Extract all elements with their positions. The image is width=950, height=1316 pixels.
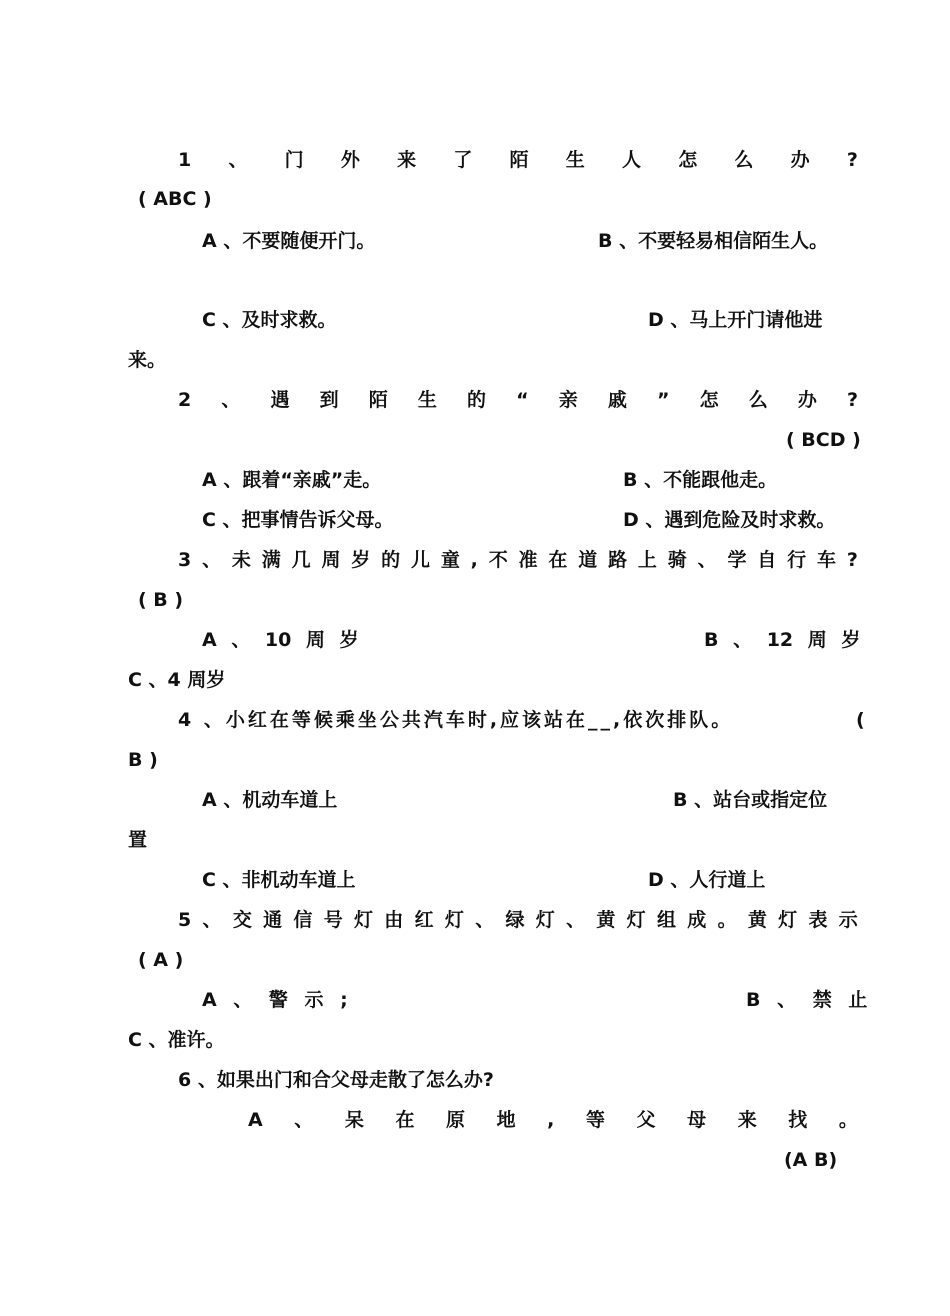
text-token: 2: [178, 389, 192, 411]
text-token: 成: [687, 909, 707, 931]
text-token: 亲: [558, 389, 578, 411]
text-token: 的: [381, 549, 401, 571]
text-token: 组: [656, 909, 676, 931]
text-token: ,: [547, 1109, 555, 1131]
text-token: 在: [395, 1109, 415, 1131]
text-token: 、: [221, 389, 241, 411]
text-token: 绿: [505, 909, 525, 931]
q5-answer: ( A ): [138, 949, 184, 971]
q4-option-b-cont: 置: [128, 829, 148, 851]
text-token: “: [516, 389, 529, 411]
q1-option-a: A 、不要随便开门。: [202, 230, 376, 252]
text-token: 、: [202, 549, 222, 571]
text-token: 怎: [678, 149, 698, 171]
text-token: 学: [727, 549, 747, 571]
text-token: 满: [261, 549, 281, 571]
q5-option-c: C 、准许。: [128, 1029, 225, 1051]
text-token: 由: [384, 909, 404, 931]
text-token: 原: [446, 1109, 466, 1131]
q6-stem: 6 、如果出门和合父母走散了怎么办?: [178, 1069, 494, 1091]
text-token: 3: [178, 549, 192, 571]
text-token: 门: [284, 149, 304, 171]
q1-answer: ( ABC ): [138, 188, 212, 210]
q2-option-b: B 、不能跟他走。: [623, 469, 778, 491]
text-token: 、: [697, 549, 717, 571]
text-token: 地: [496, 1109, 516, 1131]
q3-option-a: A 、 10 周 岁: [202, 629, 359, 651]
text-token: 生: [417, 389, 437, 411]
text-token: 准: [518, 549, 538, 571]
text-token: 等: [585, 1109, 605, 1131]
text-token: ,: [470, 549, 478, 571]
text-token: ?: [846, 149, 858, 171]
text-token: 的: [466, 389, 486, 411]
text-token: 。: [717, 909, 737, 931]
q1-option-b: B 、不要轻易相信陌生人。: [598, 230, 829, 252]
text-token: 上: [637, 549, 657, 571]
text-token: 岁: [351, 549, 371, 571]
text-token: 黄: [596, 909, 616, 931]
text-token: 灯: [626, 909, 646, 931]
text-token: ”: [656, 389, 670, 411]
q3-answer: ( B ): [138, 589, 184, 611]
q5-stem: [178, 908, 858, 932]
text-token: 人: [621, 149, 641, 171]
text-token: 灯: [778, 909, 798, 931]
text-token: 1: [178, 149, 192, 171]
text-token: 办: [790, 149, 810, 171]
text-token: 通: [263, 909, 283, 931]
q4-option-d: D 、人行道上: [648, 869, 766, 891]
text-token: ?: [846, 549, 858, 571]
text-token: 灯: [444, 909, 464, 931]
text-token: 灯: [354, 909, 374, 931]
text-token: 呆: [344, 1109, 364, 1131]
text-token: 母: [687, 1109, 707, 1131]
text-token: 父: [636, 1109, 656, 1131]
text-token: 、: [294, 1109, 314, 1131]
text-token: 周: [321, 549, 341, 571]
text-token: 外: [340, 149, 360, 171]
q6-option-a: [248, 1108, 858, 1132]
text-token: 、: [566, 909, 586, 931]
q5-option-b: B 、 禁 止: [746, 989, 868, 1011]
q1-option-d: D 、马上开门请他进: [648, 309, 823, 331]
q4-option-c: C 、非机动车道上: [202, 869, 356, 891]
text-token: 自: [757, 549, 777, 571]
text-token: 到: [319, 389, 339, 411]
text-token: 么: [748, 389, 768, 411]
text-token: 行: [787, 549, 807, 571]
text-token: 、: [475, 909, 495, 931]
q4-stem: 4 、小红在等候乘坐公共汽车时,应该站在__,依次排队。: [178, 709, 734, 731]
text-token: 骑: [667, 549, 687, 571]
q2-answer: ( BCD ): [786, 429, 861, 451]
text-token: 在: [548, 549, 568, 571]
text-token: 路: [608, 549, 628, 571]
q2-stem: [178, 388, 858, 412]
text-token: 信: [293, 909, 313, 931]
q3-option-c: C 、4 周岁: [128, 669, 226, 691]
text-token: 办: [797, 389, 817, 411]
q5-option-a: A 、 警 示 ;: [202, 989, 348, 1011]
text-token: 么: [734, 149, 754, 171]
text-token: 找: [788, 1109, 808, 1131]
text-token: 未: [231, 549, 251, 571]
q6-answer: (A B): [784, 1149, 838, 1171]
text-token: 来: [737, 1109, 757, 1131]
q1-option-c: C 、及时求救。: [202, 309, 337, 331]
text-token: 来: [397, 149, 417, 171]
q4-answer-open: (: [856, 709, 865, 731]
text-token: 陌: [368, 389, 388, 411]
text-token: 儿: [410, 549, 430, 571]
text-token: 红: [414, 909, 434, 931]
text-token: 生: [565, 149, 585, 171]
q3-stem: [178, 548, 858, 572]
text-token: 了: [453, 149, 473, 171]
text-token: 灯: [535, 909, 555, 931]
q4-answer-cont: B ): [128, 749, 158, 771]
text-token: 童: [440, 549, 460, 571]
q2-option-c: C 、把事情告诉父母。: [202, 509, 394, 531]
text-token: 交: [232, 909, 252, 931]
text-token: 几: [291, 549, 311, 571]
q1-stem: [178, 148, 858, 172]
text-token: 号: [323, 909, 343, 931]
text-token: 不: [488, 549, 508, 571]
text-token: 道: [578, 549, 598, 571]
text-token: 。: [838, 1109, 858, 1131]
text-token: 、: [202, 909, 222, 931]
text-token: 戚: [607, 389, 627, 411]
q3-option-b: B 、 12 周 岁: [704, 629, 861, 651]
text-token: 黄: [747, 909, 767, 931]
text-token: 、: [228, 149, 248, 171]
text-token: 怎: [699, 389, 719, 411]
q4-option-b: B 、站台或指定位: [673, 789, 828, 811]
q2-option-d: D 、遇到危险及时求救。: [623, 509, 836, 531]
text-token: 遇: [270, 389, 290, 411]
text-token: 5: [178, 909, 192, 931]
q1-option-d-cont: 来。: [128, 349, 167, 371]
q4-option-a: A 、机动车道上: [202, 789, 338, 811]
text-token: 示: [838, 909, 858, 931]
text-token: A: [248, 1109, 263, 1131]
text-token: 表: [808, 909, 828, 931]
q2-option-a: A 、跟着“亲戚”走。: [202, 469, 382, 491]
text-token: ?: [846, 389, 858, 411]
text-token: 陌: [509, 149, 529, 171]
text-token: 车: [816, 549, 836, 571]
